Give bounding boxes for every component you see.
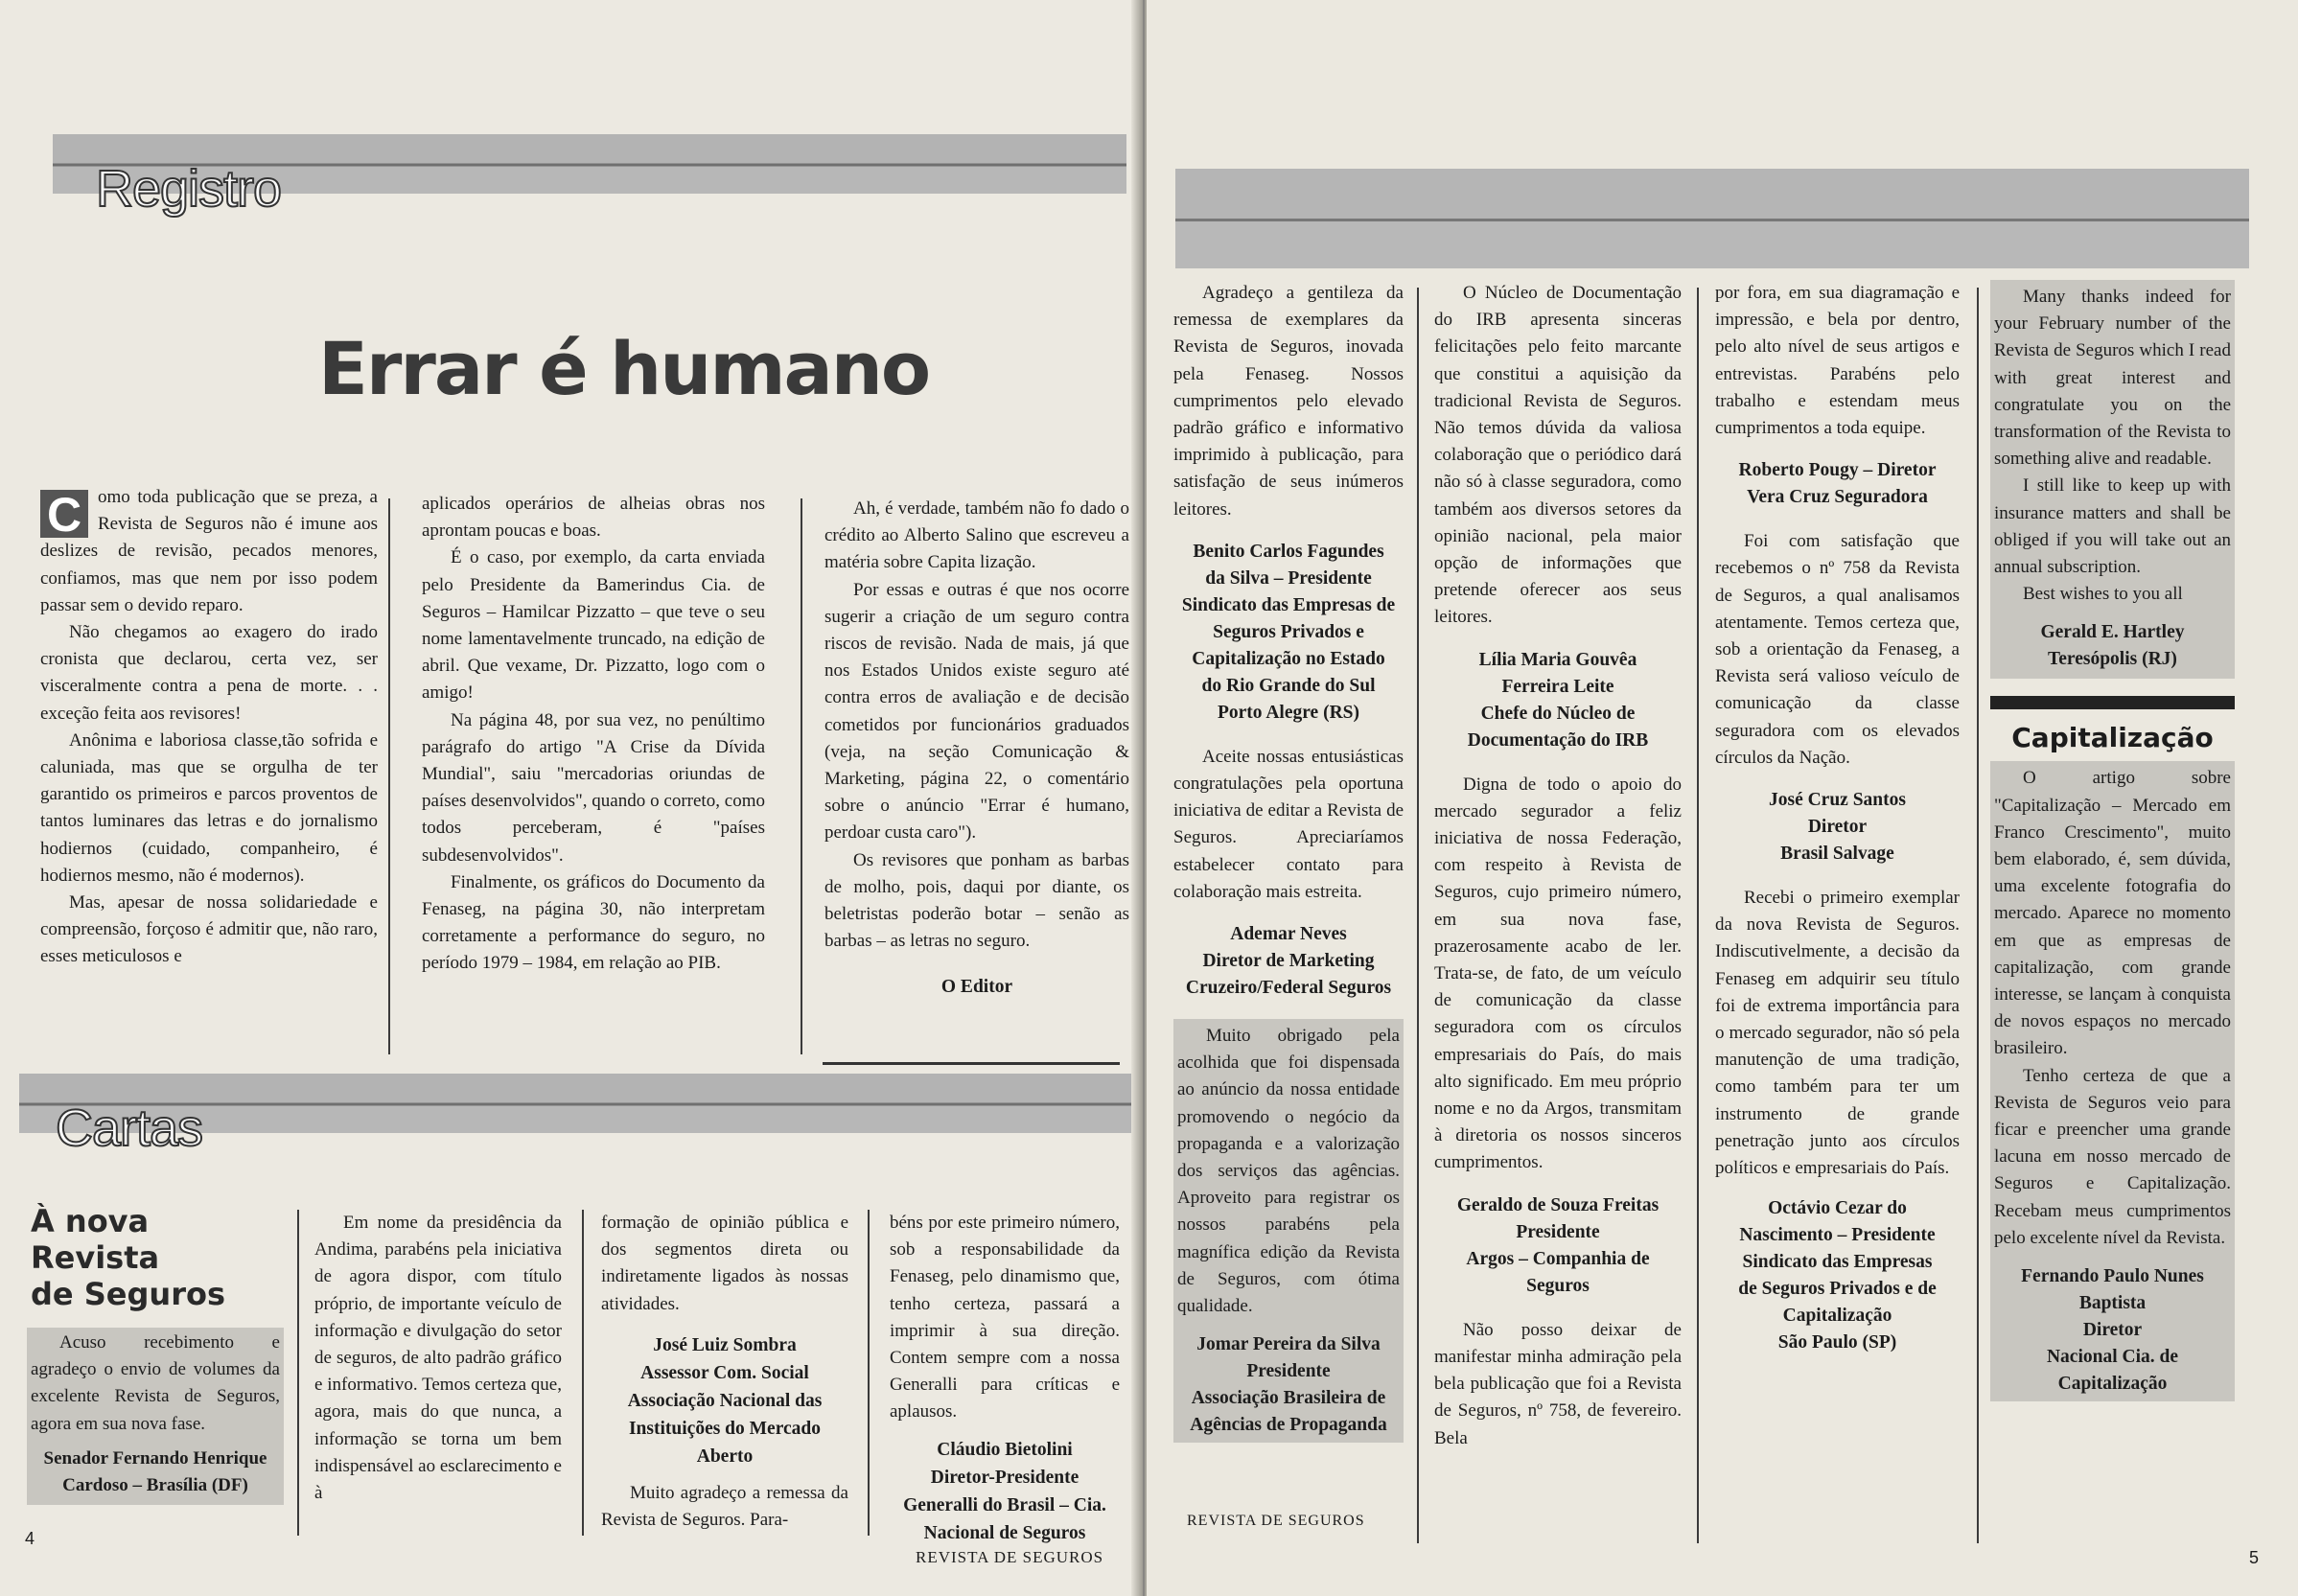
editor-signature: O Editor bbox=[940, 977, 1013, 998]
capitalizacao-rule bbox=[1990, 696, 2235, 709]
shaded-letter bbox=[1173, 1019, 1404, 1443]
letter-text: Recebi o primeiro exemplar da nova Revista de Seguros. Indiscutivelmente, a decisão da Fenaseg em adquirir seu título foi de extrema importância para o mercado segurador, não só pela manutenção de uma tradição, como também para ter um instrumento de grande penetração junto aos círculos políticos e empresariais do País. bbox=[1715, 888, 1960, 1179]
column-divider bbox=[582, 1210, 584, 1536]
sig-line: Instituições do Mercado bbox=[628, 1418, 822, 1439]
letter-text: Best wishes to you all bbox=[2023, 584, 2183, 605]
letter-signature bbox=[1173, 539, 1404, 727]
sig-line: da Silva – Presidente bbox=[1205, 567, 1372, 589]
left-page bbox=[0, 0, 1141, 1596]
letter-signature bbox=[601, 1331, 848, 1470]
paragraph: Mas, apesar de nossa solidariedade e compreensão, forçoso é admitir que, não raro, esses meticulosos e bbox=[40, 892, 378, 967]
sig-line: Ferreira Leite bbox=[1501, 676, 1614, 697]
right-col4 bbox=[1990, 280, 2235, 1401]
sig-line: José Luiz Sombra bbox=[653, 1334, 797, 1355]
sig-line: Geraldo de Souza Freitas bbox=[1456, 1194, 1660, 1215]
letter-signature bbox=[1177, 1331, 1400, 1439]
sig-line: Presidente bbox=[1516, 1221, 1600, 1242]
letter-text: I still like to keep up with insurance matters and shall be obliged if you will take out an annual subscription. bbox=[1994, 475, 2231, 578]
sig-line: Seguros Privados e bbox=[1213, 621, 1364, 642]
column-divider bbox=[801, 498, 802, 1054]
page-number: 5 bbox=[2249, 1548, 2260, 1567]
sig-line: Porto Alegre (RS) bbox=[1217, 702, 1359, 723]
sig-line: Ademar Neves bbox=[1230, 924, 1347, 945]
sig-line: Capitalização bbox=[2057, 1374, 2168, 1395]
letter-signature bbox=[1715, 457, 1960, 511]
column-divider bbox=[1977, 288, 1979, 1543]
editorial-col1 bbox=[40, 484, 378, 971]
shaded-letter bbox=[1990, 280, 2235, 679]
paragraph: É o caso, por exemplo, da carta enviada pelo Presidente da Bamerindus Cia. de Seguros – Hamilcar Pizzatto – que teve o seu nome lamentavelmente truncado, na edição de abril. Que vexame, Dr. Pizzatto, logo com o amigo! bbox=[422, 547, 765, 704]
letter-text: Acuso recebimento e agradeço o envio de volumes da excelente Revista de Seguros, agora em sua nova fase. bbox=[31, 1332, 280, 1434]
editorial-col3 bbox=[824, 496, 1129, 1018]
sig-line: Generalli do Brasil – Cia. bbox=[903, 1494, 1106, 1515]
sig-line: Teresópolis (RJ) bbox=[2048, 649, 2177, 670]
sig-line: do Rio Grande do Sul bbox=[1201, 675, 1376, 696]
sig-line: Aberto bbox=[696, 1446, 754, 1467]
sig-line: Documentação do IRB bbox=[1467, 729, 1649, 751]
letter-2 bbox=[314, 1210, 562, 1507]
editor-rule bbox=[823, 1062, 1120, 1065]
sig-line: Baptista bbox=[2078, 1293, 2147, 1314]
letter-3 bbox=[601, 1210, 848, 1534]
letter-text: Em nome da presidência da Andima, parabéns pela iniciativa de agora dispor, com título próprio, de importante veículo de informação e divulgação do setor de seguros, de alto padrão gráfico e informativo. Temos certeza que, agora, mais do que nunca, a informação se torna um bem indispensável ao esclarecimento e à bbox=[314, 1213, 562, 1504]
right-col3 bbox=[1715, 280, 1960, 1374]
column-divider bbox=[868, 1210, 870, 1536]
top-bar bbox=[1175, 169, 2249, 268]
letter-text: Foi com satisfação que recebemos o nº 758 da Revista de Seguros, a qual analisamos atentamente. Temos certeza que, sob a orientação da Fenaseg, a Revista será valioso veículo de comunicação da classe seguradora com os elevados círculos da Nação. bbox=[1715, 531, 1960, 768]
sig-line: Associação Brasileira de bbox=[1191, 1388, 1386, 1409]
section-title-cartas: Cartas bbox=[56, 1099, 203, 1157]
sig-line: Benito Carlos Fagundes bbox=[1193, 541, 1384, 562]
shaded-letter bbox=[1990, 761, 2235, 1401]
column-divider bbox=[388, 498, 390, 1054]
sig-line: Diretor bbox=[2082, 1320, 2143, 1341]
paragraph: Finalmente, os gráficos do Documento da Fenaseg, na página 30, não interpretam corretamente a performance do seguro, no período 1979 – 1984, em relação ao PIB. bbox=[422, 871, 765, 974]
paragraph: Os revisores que ponham as barbas de molho, pois, daqui por diante, os beletristas poderão botar – senão as barbas – as letras no seguro. bbox=[824, 849, 1129, 952]
sig-line: de Seguros Privados e de bbox=[1738, 1279, 1937, 1300]
editorial-col2 bbox=[422, 491, 765, 978]
sig-line: Brasil Salvage bbox=[1780, 844, 1894, 865]
headline: Errar é humano bbox=[318, 326, 930, 411]
paragraph: Por essas e outras é que nos ocorre sugerir a criação de um seguro contra riscos de revisão. Nada de mais, já que nos Estados Unidos existe seguro até contra erros de avaliação e de decisão cometidos por funcionários graduados (veja, na seção Comunicação & Marketing, página 22, o comentário sobre o anúncio "Errar é humano, perdoar custa caro"). bbox=[824, 579, 1129, 844]
section-title-registro: Registro bbox=[96, 160, 282, 218]
subhead-capitalizacao: Capitalização bbox=[2011, 722, 2214, 754]
sig-line: Sindicato das Empresas de bbox=[1181, 594, 1396, 615]
sig-line: Gerald E. Hartley bbox=[2040, 622, 2185, 643]
sig-line: Diretor de Marketing bbox=[1202, 951, 1375, 972]
letter-text: O artigo sobre "Capitalização – Mercado em Franco Crescimento", muito bem elaborado, é, sem dúvida, uma excelente fotografia do mercado. Aparece no momento em que as empresas de capitalização, com grande interesse, se lançam à conquista de novos espaços no mercado brasileiro. bbox=[1994, 768, 2231, 1059]
sig-line: Chefe do Núcleo de bbox=[1480, 703, 1636, 724]
letter-text: Muito agradeço a remessa da Revista de Seguros. Para- bbox=[601, 1482, 848, 1531]
subhead-line: de Seguros bbox=[31, 1276, 225, 1312]
letter-text: béns por este primeiro número, sob a responsabilidade da Fenaseg, pelo dinamismo que, tenho certeza, passará a imprimir à sua direção. Contem sempre com a nossa Generalli para críticas e aplausos. bbox=[890, 1213, 1120, 1423]
sig-line: Associação Nacional das bbox=[627, 1390, 823, 1411]
column-divider bbox=[1417, 288, 1419, 1543]
sig-line: Cardoso – Brasília (DF) bbox=[62, 1474, 248, 1495]
sig-line: Octávio Cezar do bbox=[1768, 1198, 1907, 1219]
sig-line: Argos – Companhia de bbox=[1466, 1248, 1650, 1269]
sig-line: Diretor bbox=[1807, 817, 1868, 838]
letter-text: Muito obrigado pela acolhida que foi dispensada ao anúncio da nossa entidade promovendo o negócio da propaganda e a valorização dos serviços das agências. Aproveito para registrar os nossos parabéns pela magnífica edição da Revista de Seguros, com ótima qualidade. bbox=[1177, 1026, 1400, 1317]
dropcap: C bbox=[40, 490, 88, 538]
sig-line: Lília Maria Gouvêa bbox=[1478, 649, 1637, 670]
sig-line: Senador Fernando Henrique bbox=[43, 1447, 267, 1469]
letter-signature bbox=[1715, 787, 1960, 867]
letter-signature bbox=[890, 1436, 1120, 1547]
letter-text: Agradeço a gentileza da remessa de exemplares da Revista de Seguros, inovada pela Fenaseg. Nossos cumprimentos pelo elevado padrão gráfico e informativo imprimido à publicação, para satisfação de seus inúmeros leitores. bbox=[1173, 283, 1404, 520]
paragraph: Na página 48, por sua vez, no penúltimo parágrafo do artigo "A Crise da Dívida Mundial", saiu "mercadorias oriundas de países desenvolvidos", quando o correto, como todos perceberam, é "países subdesenvolvidos". bbox=[422, 709, 765, 866]
right-col2 bbox=[1434, 280, 1682, 1452]
sig-line: Fernando Paulo Nunes bbox=[2021, 1266, 2204, 1287]
letter-text: por fora, em sua diagramação e impressão, e bela por dentro, pelo alto nível de seus artigos e entrevistas. Parabéns pelo trabalho e estendam meus cumprimentos a toda equipe. bbox=[1715, 283, 1960, 439]
sig-line: Roberto Pougy – Diretor bbox=[1738, 460, 1937, 481]
letter-text: formação de opinião pública e dos segmentos direta ou indiretamente ligados às nossas atividades. bbox=[601, 1213, 848, 1314]
subhead-line: Revista bbox=[31, 1239, 160, 1276]
sig-line: Cruzeiro/Federal Seguros bbox=[1185, 978, 1392, 999]
sig-line: Diretor-Presidente bbox=[930, 1467, 1079, 1488]
sig-line: Cláudio Bietolini bbox=[937, 1439, 1073, 1460]
paragraph: omo toda publicação que se preza, a Revista de Seguros não é imune aos deslizes de revisão, pecados menores, confiamos, mas que nem por isso podem passar sem o devido reparo. bbox=[40, 487, 378, 615]
letter-text: Tenho certeza de que a Revista de Seguros veio para ficar e preencher uma grande lacuna em nosso mercado de Seguros e Capitalização. Recebam meus cumprimentos pelo excelente nível da Revista. bbox=[1994, 1065, 2231, 1248]
sig-line: Agências de Propaganda bbox=[1190, 1415, 1387, 1436]
letter-text: Digna de todo o apoio do mercado segurador a feliz iniciativa de nossa Federação, com respeito à Revista de Seguros, cujo primeiro número, em sua nova fase, prazerosamente acabo de ler. Trata-se, de fato, de um veículo de comunicação da classe seguradora com os círculos empresariais do País, do mais alto significado. Em meu próprio nome e no da Argos, transmitam à diretoria os nossos sinceros cumprimentos. bbox=[1434, 774, 1682, 1173]
letter-text: Aceite nossas entusiásticas congratulações pela oportuna iniciativa de editar a Revista de Seguros. Apreciaríamos estabelecer contato para colaboração mais estreita. bbox=[1173, 746, 1404, 902]
letter-signature bbox=[1715, 1195, 1960, 1356]
cartas-subhead bbox=[31, 1203, 225, 1312]
letter-4 bbox=[890, 1210, 1120, 1547]
letter-text: O Núcleo de Documentação do IRB apresenta sinceras felicitações pelo feito marcante que constitui a aquisição da tradicional Revista de Seguros. Não temos dúvida da valiosa colaboração que o periódico dará não só à classe seguradora, como também aos diversos setores da opinião nacional, pela maior opção de informações que pretende oferecer aos seus leitores. bbox=[1434, 283, 1682, 628]
column-divider bbox=[297, 1210, 299, 1536]
letter-text: Many thanks indeed for your February number of the Revista de Seguros which I read with great interest and congratulate you on the transformation of the Revista to something alive and readable. bbox=[1994, 287, 2231, 470]
right-col1 bbox=[1173, 280, 1404, 1443]
sig-line: Nascimento – Presidente bbox=[1739, 1225, 1936, 1246]
paragraph: Anônima e laboriosa classe,tão sofrida e caluniada, mas que se orgulha de ter garantido os primeiros e parcos proventos de tantos luminares das letras e do jornalismo hodiernos (cuidado, companheiro, é hodiernos mesmo, não é modernos). bbox=[40, 729, 378, 886]
sig-line: Assessor Com. Social bbox=[640, 1362, 809, 1383]
sig-line: José Cruz Santos bbox=[1768, 790, 1906, 811]
letter-signature bbox=[1173, 921, 1404, 1002]
letter-text: Não posso deixar de manifestar minha admiração pela bela publicação que foi a Revista de Seguros, nº 758, de fevereiro. Bela bbox=[1434, 1319, 1682, 1448]
sig-line: Nacional de Seguros bbox=[923, 1522, 1086, 1543]
subhead-line: À nova bbox=[31, 1203, 150, 1239]
sig-line: Capitalização no Estado bbox=[1192, 648, 1385, 669]
sig-line: Nacional Cia. de bbox=[2046, 1347, 2179, 1368]
right-page bbox=[1147, 0, 2298, 1596]
column-divider bbox=[1697, 288, 1699, 1543]
paragraph: Não chegamos ao exagero do irado cronista que declarou, certa vez, ser visceralmente contra a pena de morte. . . exceção feita aos revisores! bbox=[40, 622, 378, 724]
paragraph: Ah, é verdade, também não fo dado o crédito ao Alberto Salino que escreveu a matéria sobre Capita lização. bbox=[824, 498, 1129, 573]
paragraph: aplicados operários de alheias obras nos aprontam poucas e boas. bbox=[422, 494, 765, 542]
letter-1 bbox=[27, 1328, 284, 1505]
sig-line: Sindicato das Empresas bbox=[1742, 1252, 1933, 1273]
sig-line: Vera Cruz Seguradora bbox=[1747, 487, 1928, 508]
footer: REVISTA DE SEGUROS bbox=[916, 1548, 1104, 1566]
letter-signature bbox=[1994, 619, 2231, 673]
sig-line: Capitalização bbox=[1782, 1306, 1892, 1327]
footer: REVISTA DE SEGUROS bbox=[1187, 1513, 1365, 1529]
sig-line: Jomar Pereira da Silva bbox=[1196, 1334, 1381, 1355]
letter-signature bbox=[1434, 647, 1682, 754]
letter-signature bbox=[31, 1446, 280, 1499]
sig-line: Seguros bbox=[1526, 1275, 1590, 1296]
sig-line: Presidente bbox=[1246, 1361, 1331, 1382]
letter-signature bbox=[1434, 1192, 1682, 1300]
sig-line: São Paulo (SP) bbox=[1777, 1332, 1897, 1353]
page-number: 4 bbox=[25, 1529, 35, 1548]
letter-signature bbox=[1994, 1263, 2231, 1398]
